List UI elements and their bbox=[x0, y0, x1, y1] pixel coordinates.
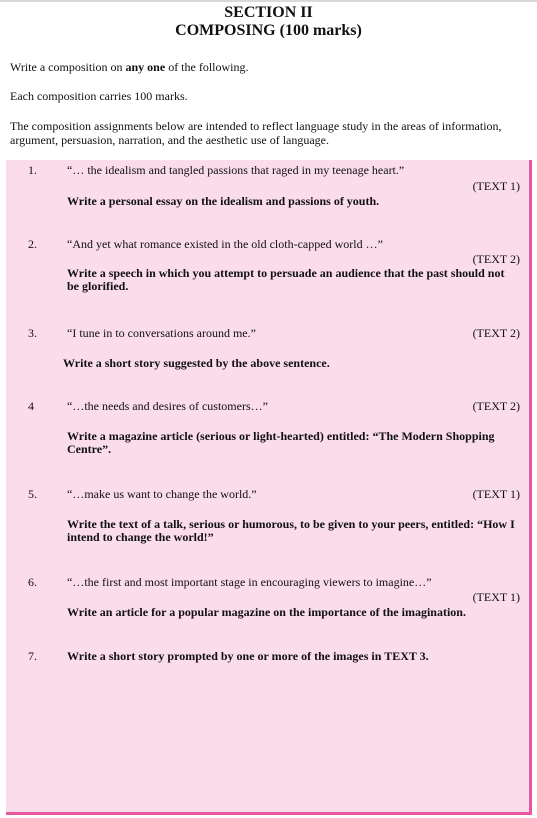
item-number: 1. bbox=[28, 163, 37, 177]
item-task: Write a magazine article (serious or light-hearted) entitled: “The Modern Shopping Centre”. bbox=[67, 429, 495, 456]
item-task: Write an article for a popular magazine on the importance of the imagination. bbox=[67, 605, 466, 619]
item-source: (TEXT 1) bbox=[472, 179, 520, 193]
item-quote: “…the first and most important stage in encouraging viewers to imagine…” bbox=[67, 575, 432, 589]
page-title: COMPOSING (100 marks) bbox=[175, 22, 362, 39]
item-quote: “And yet what romance existed in the old cloth-capped world …” bbox=[67, 237, 383, 251]
item-number: 4 bbox=[28, 399, 34, 413]
item-number: 2. bbox=[28, 237, 37, 251]
item-number: 6. bbox=[28, 575, 37, 589]
item-task: Write the text of a talk, serious or humorous, to be given to your peers, entitled: “How I intend to change the world!” bbox=[67, 517, 515, 544]
item-source: (TEXT 1) bbox=[472, 590, 520, 604]
item-source: (TEXT 2) bbox=[472, 252, 520, 266]
assignment-description: The composition assignments below are intended to reflect language study in the areas of information, argument, persuasion, narration, and the aesthetic use of language. bbox=[10, 119, 502, 147]
item-quote: “…make us want to change the world.” bbox=[67, 487, 257, 501]
item-task: Write a short story prompted by one or more of the images in TEXT 3. bbox=[67, 649, 429, 663]
instruction-line bbox=[10, 60, 249, 74]
marks-line: Each composition carries 100 marks. bbox=[10, 89, 188, 103]
item-task: Write a short story suggested by the above sentence. bbox=[63, 356, 330, 370]
section-heading: SECTION II bbox=[224, 4, 313, 21]
instruction-prefix: Write a composition on bbox=[10, 60, 126, 74]
item-task: Write a personal essay on the idealism and passions of youth. bbox=[67, 194, 380, 208]
item-quote: “I tune in to conversations around me.” bbox=[67, 326, 256, 340]
instruction-emphasis: any one bbox=[125, 60, 166, 74]
item-quote: “…the needs and desires of customers…” bbox=[67, 399, 268, 413]
item-task: Write a speech in which you attempt to persuade an audience that the past should not be glorified. bbox=[67, 266, 505, 293]
item-number: 5. bbox=[28, 487, 37, 501]
item-source: (TEXT 1) bbox=[472, 487, 520, 501]
item-number: 7. bbox=[28, 649, 37, 663]
item-number: 3. bbox=[28, 326, 37, 340]
item-quote: “… the idealism and tangled passions that raged in my teenage heart.” bbox=[67, 163, 405, 177]
item-source: (TEXT 2) bbox=[472, 326, 520, 340]
top-rule bbox=[0, 0, 537, 2]
instruction-suffix: of the following. bbox=[165, 60, 249, 74]
composition-panel bbox=[6, 160, 532, 815]
item-source: (TEXT 2) bbox=[472, 399, 520, 413]
